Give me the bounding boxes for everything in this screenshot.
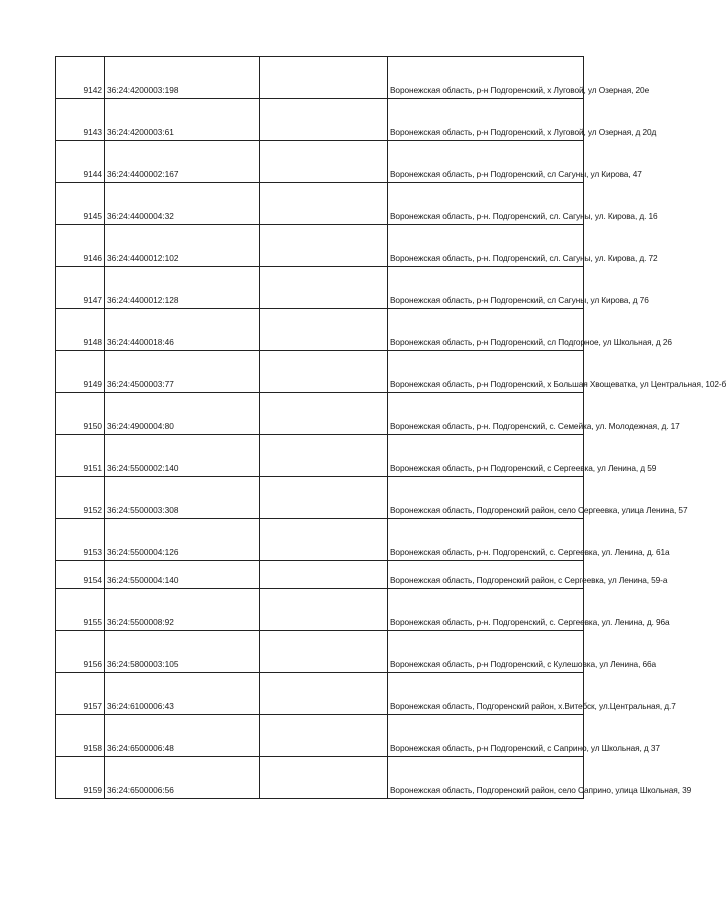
empty-cell — [260, 99, 388, 141]
row-number: 9153 — [56, 519, 105, 561]
table-row — [56, 757, 584, 799]
table-row — [56, 267, 584, 309]
cadastral-number: 36:24:4400012:102 — [105, 225, 260, 267]
cadastral-number: 36:24:4900004:80 — [105, 393, 260, 435]
cadastral-number: 36:24:5500004:126 — [105, 519, 260, 561]
cadastral-number: 36:24:4200003:198 — [105, 57, 260, 99]
empty-cell — [260, 309, 388, 351]
empty-cell — [260, 477, 388, 519]
cadastral-number: 36:24:5500004:140 — [105, 561, 260, 589]
address: Воронежская область, Подгоренский район, село Сергеевка, улица Ленина, 57 — [388, 477, 584, 519]
row-number: 9142 — [56, 57, 105, 99]
address: Воронежская область, р-н. Подгоренский, с. Семейка, ул. Молодежная, д. 17 — [388, 393, 584, 435]
row-number: 9155 — [56, 589, 105, 631]
row-number: 9157 — [56, 673, 105, 715]
empty-cell — [260, 631, 388, 673]
cadastral-number: 36:24:4400018:46 — [105, 309, 260, 351]
address: Воронежская область, р-н Подгоренский, с Кулешовка, ул Ленина, 66а — [388, 631, 584, 673]
row-number: 9154 — [56, 561, 105, 589]
table-row — [56, 351, 584, 393]
row-number: 9158 — [56, 715, 105, 757]
row-number: 9143 — [56, 99, 105, 141]
empty-cell — [260, 141, 388, 183]
row-number: 9145 — [56, 183, 105, 225]
address: Воронежская область, р-н Подгоренский, с Саприно, ул Школьная, д 37 — [388, 715, 584, 757]
address: Воронежская область, р-н Подгоренский, сл Подгорное, ул Школьная, д 26 — [388, 309, 584, 351]
address: Воронежская область, Подгоренский район, село Саприно, улица Школьная, 39 — [388, 757, 584, 799]
row-number: 9150 — [56, 393, 105, 435]
cadastral-number: 36:24:4500003:77 — [105, 351, 260, 393]
address: Воронежская область, р-н. Подгоренский, с. Сергеевка, ул. Ленина, д. 96а — [388, 589, 584, 631]
row-number: 9152 — [56, 477, 105, 519]
cadastral-number: 36:24:6100006:43 — [105, 673, 260, 715]
row-number: 9159 — [56, 757, 105, 799]
address: Воронежская область, р-н. Подгоренский, сл. Сагуны, ул. Кирова, д. 16 — [388, 183, 584, 225]
table-row — [56, 673, 584, 715]
empty-cell — [260, 225, 388, 267]
address: Воронежская область, Подгоренский район, х.Витебск, ул.Центральная, д.7 — [388, 673, 584, 715]
address: Воронежская область, Подгоренский район, с Сергеевка, ул Ленина, 59-а — [388, 561, 584, 589]
table-row — [56, 435, 584, 477]
address: Воронежская область, р-н Подгоренский, с Сергеевка, ул Ленина, д 59 — [388, 435, 584, 477]
address: Воронежская область, р-н. Подгоренский, сл. Сагуны, ул. Кирова, д. 72 — [388, 225, 584, 267]
address: Воронежская область, р-н. Подгоренский, с. Сергеевка, ул. Ленина, д. 61а — [388, 519, 584, 561]
table-row — [56, 99, 584, 141]
table-row — [56, 631, 584, 673]
table-row — [56, 57, 584, 99]
cadastral-number: 36:24:4400002:167 — [105, 141, 260, 183]
cadastral-number: 36:24:5800003:105 — [105, 631, 260, 673]
table-row — [56, 519, 584, 561]
row-number: 9149 — [56, 351, 105, 393]
empty-cell — [260, 561, 388, 589]
address: Воронежская область, р-н Подгоренский, х Луговой, ул Озерная, 20е — [388, 57, 584, 99]
empty-cell — [260, 267, 388, 309]
address: Воронежская область, р-н Подгоренский, сл Сагуны, ул Кирова, д 76 — [388, 267, 584, 309]
address: Воронежская область, р-н Подгоренский, х Луговой, ул Озерная, д 20д — [388, 99, 584, 141]
empty-cell — [260, 715, 388, 757]
table-row — [56, 561, 584, 589]
address: Воронежская область, р-н Подгоренский, сл Сагуны, ул Кирова, 47 — [388, 141, 584, 183]
table-row — [56, 715, 584, 757]
row-number: 9148 — [56, 309, 105, 351]
empty-cell — [260, 435, 388, 477]
table-row — [56, 393, 584, 435]
cadastral-number: 36:24:5500002:140 — [105, 435, 260, 477]
row-number: 9147 — [56, 267, 105, 309]
row-number: 9151 — [56, 435, 105, 477]
empty-cell — [260, 57, 388, 99]
empty-cell — [260, 757, 388, 799]
table-row — [56, 183, 584, 225]
table-row — [56, 309, 584, 351]
empty-cell — [260, 519, 388, 561]
cadastral-number: 36:24:6500006:48 — [105, 715, 260, 757]
empty-cell — [260, 589, 388, 631]
property-registry-table — [55, 56, 726, 799]
cadastral-number: 36:24:5500003:308 — [105, 477, 260, 519]
cadastral-number: 36:24:5500008:92 — [105, 589, 260, 631]
empty-cell — [260, 351, 388, 393]
table-row — [56, 589, 584, 631]
table-row — [56, 477, 584, 519]
table-row — [56, 141, 584, 183]
empty-cell — [260, 393, 388, 435]
cadastral-number: 36:24:4400012:128 — [105, 267, 260, 309]
cadastral-number: 36:24:6500006:56 — [105, 757, 260, 799]
registry-body — [56, 57, 726, 799]
empty-cell — [260, 183, 388, 225]
row-number: 9156 — [56, 631, 105, 673]
cadastral-number: 36:24:4200003:61 — [105, 99, 260, 141]
address: Воронежская область, р-н Подгоренский, х Большая Хвощеватка, ул Центральная, 102-б — [388, 351, 584, 393]
row-number: 9144 — [56, 141, 105, 183]
empty-cell — [260, 673, 388, 715]
table-row — [56, 225, 584, 267]
row-number: 9146 — [56, 225, 105, 267]
cadastral-number: 36:24:4400004:32 — [105, 183, 260, 225]
